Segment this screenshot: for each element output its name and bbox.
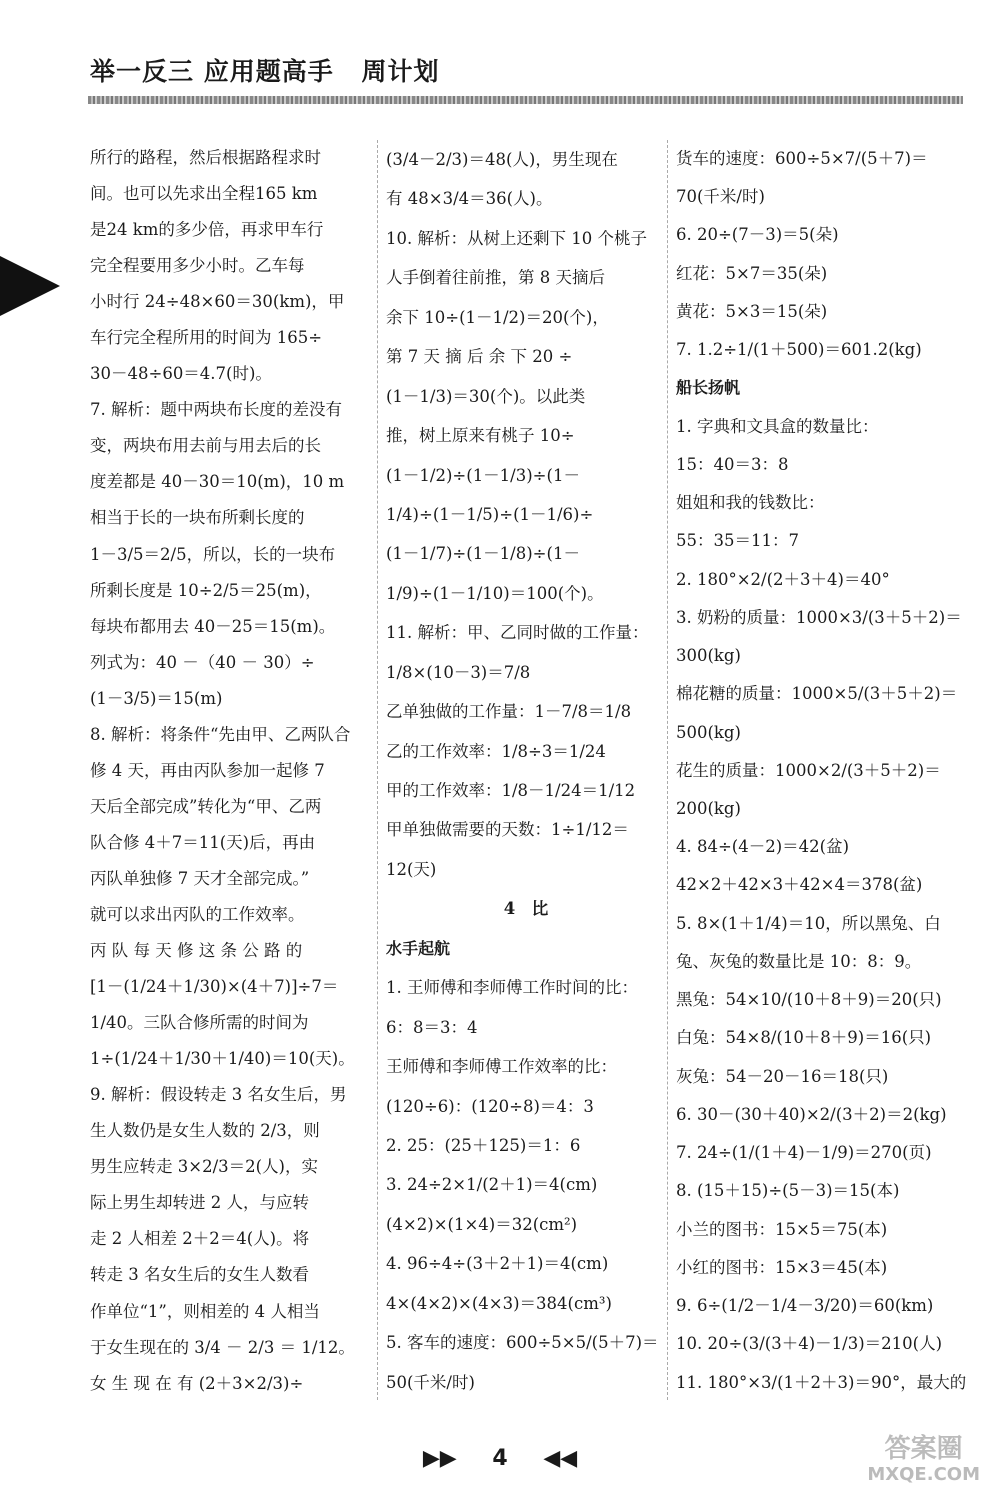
answer-line: 3. 24÷2×1/(2＋1)＝4(cm) (386, 1175, 598, 1195)
watermark-line1: 答案圈 (884, 1434, 963, 1464)
answer-line: 小时行 24÷48×60＝30(km)，甲 (90, 292, 345, 312)
answer-line: 6：8＝3：4 (386, 1017, 478, 1037)
answer-line: 完全程要用多少小时。乙车每 (90, 256, 305, 276)
answer-line: 转走 3 名女生后的女生人数看 (90, 1265, 309, 1285)
answer-line: 甲的工作效率：1/8－1/24＝1/12 (386, 781, 636, 800)
answer-line: 500(kg) (676, 722, 741, 742)
answer-line: 相当于长的一块布所剩长度的 (90, 508, 305, 528)
answer-line: (3/4－2/3)＝48(人)，男生现在 (386, 150, 618, 169)
answer-line: 船长扬帆 (676, 378, 741, 398)
answer-line: 际上男生却转进 2 人，与应转 (90, 1193, 309, 1213)
answer-line: 1/8×(10－3)＝7/8 (386, 662, 531, 682)
watermark-logo (867, 1436, 980, 1488)
answer-line: 2. 25：(25＋125)＝1：6 (386, 1135, 581, 1155)
answer-line: 4. 96÷4÷(3＋2＋1)＝4(cm) (386, 1254, 609, 1274)
answer-line: 天后全部完成”转化为“甲、乙两 (90, 796, 322, 816)
answer-line: 小红的图书：15×3＝45(本) (676, 1257, 888, 1277)
answer-line: 黄花：5×3＝15(朵) (676, 301, 828, 321)
answer-line: 50(千米/时) (386, 1372, 475, 1392)
watermark-line2: MXQE.COM (867, 1464, 980, 1485)
answer-line: 7. 24÷(1/(1＋4)－1/9)＝270(页) (676, 1143, 932, 1163)
answer-line: 10. 20÷(3/(3＋4)－1/3)＝210(人) (676, 1334, 943, 1354)
answer-line: 4×(4×2)×(4×3)＝384(cm³) (386, 1293, 612, 1313)
answer-line: 7. 解析：题中两块布长度的差没有 (90, 400, 342, 420)
answer-line: 11. 解析：甲、乙同时做的工作量： (386, 623, 649, 643)
answer-line: 4 比 (503, 899, 549, 919)
answer-line: 10. 解析：从树上还剩下 10 个桃子 (386, 228, 647, 248)
answer-line: 甲单独做需要的天数：1÷1/12＝ (386, 820, 629, 840)
answer-line: 货车的速度：600÷5×7/(5＋7)＝ (676, 149, 928, 168)
answer-line: 修 4 天，再由丙队参加一起修 7 (90, 760, 325, 780)
answer-line: 乙的工作效率：1/8÷3＝1/24 (386, 741, 606, 761)
answer-line: 7. 1.2÷1/(1＋500)＝601.2(kg) (676, 340, 922, 360)
answer-column-2 (386, 140, 666, 1402)
answer-line: 1－3/5＝2/5，所以，长的一块布 (90, 544, 336, 564)
answer-line: 3. 奶粉的质量：1000×3/(3＋5＋2)＝ (676, 607, 962, 627)
answer-line: 车行完全程所用的时间为 165÷ (90, 328, 323, 348)
answer-line: 花生的质量：1000×2/(3＋5＋2)＝ (676, 760, 941, 780)
forward-arrows-icon: ▶▶ (422, 1446, 457, 1471)
answer-line: 生人数仍是女生人数的 2/3，则 (90, 1121, 320, 1141)
answer-line: 有 48×3/4＝36(人)。 (386, 189, 553, 209)
header-rule (88, 96, 963, 104)
page-footer (0, 1446, 1000, 1471)
answer-line: 就可以求出丙队的工作效率。 (90, 904, 305, 924)
answer-line: (4×2)×(1×4)＝32(cm²) (386, 1214, 578, 1234)
answer-line: (1－1/7)÷(1－1/8)÷(1－ (386, 544, 580, 564)
answer-line: 推，树上原来有桃子 10÷ (386, 426, 575, 446)
back-arrows-icon: ◀◀ (543, 1446, 578, 1471)
header-plan: 周计划 (361, 57, 440, 86)
page-number: 4 (492, 1446, 508, 1471)
answer-line: 队合修 4＋7＝11(天)后，再由 (90, 832, 316, 852)
answer-line: 1/9)÷(1－1/10)＝100(个)。 (386, 583, 604, 603)
answer-column-3 (676, 140, 966, 1402)
column-divider (667, 140, 668, 1400)
answer-line: 作单位“1”，则相差的 4 人相当 (90, 1301, 320, 1321)
answer-line: 白兔：54×8/(10＋8＋9)＝16(只) (676, 1028, 932, 1048)
answer-line: 5. 8×(1＋1/4)＝10，所以黑兔、白 (676, 913, 941, 933)
answer-line: 所行的路程，然后根据路程求时 (90, 148, 321, 167)
header-title: 举一反三 应用题高手 (90, 57, 334, 86)
answer-line: 余下 10÷(1－1/2)＝20(个)， (386, 307, 609, 327)
answer-line: 姐姐和我的钱数比： (676, 493, 825, 513)
answer-line: 42×2＋42×3＋42×4＝378(盆) (676, 875, 923, 895)
answer-line: 所剩长度是 10÷2/5＝25(m)， (90, 580, 322, 600)
answer-line: 人手倒着往前推，第 8 天摘后 (386, 268, 605, 288)
answer-line: 70(千米/时) (676, 187, 765, 207)
answer-line: (1－1/3)＝30(个)。以此类 (386, 386, 586, 406)
answer-line: 9. 6÷(1/2－1/4－3/20)＝60(km) (676, 1296, 934, 1316)
answer-line: 丙 队 每 天 修 这 条 公 路 的 (90, 941, 303, 961)
answer-line: 列式为：40 －（40 － 30）÷ (90, 652, 315, 672)
answer-line: 8. 解析：将条件“先由甲、乙两队合 (90, 724, 351, 744)
margin-triangle-marker (0, 256, 60, 316)
answer-line: 4. 84÷(4－2)＝42(盆) (676, 837, 850, 857)
answer-line: 兔、灰兔的数量比是 10：8：9。 (676, 951, 922, 971)
answer-line: 度差都是 40－30＝10(m)，10 m (90, 472, 345, 492)
answer-line: 水手起航 (386, 938, 451, 958)
answer-line: 棉花糖的质量：1000×5/(3＋5＋2)＝ (676, 684, 958, 704)
answer-line: 300(kg) (676, 646, 741, 666)
answer-line: 黑兔：54×10/(10＋8＋9)＝20(只) (676, 990, 942, 1010)
answer-line: 1. 王师傅和李师傅工作时间的比： (386, 978, 638, 998)
answer-line: 红花：5×7＝35(朵) (676, 263, 828, 283)
answer-line: (1－1/2)÷(1－1/3)÷(1－ (386, 465, 580, 485)
answer-line: 男生应转走 3×2/3＝2(人)，实 (90, 1157, 318, 1177)
answer-line: 是24 km的多少倍，再求甲车行 (90, 220, 324, 240)
answer-line: 15：40＝3：8 (676, 454, 789, 474)
answer-line: 每块布都用去 40－25＝15(m)。 (90, 616, 336, 636)
answer-line: 走 2 人相差 2＋2＝4(人)。将 (90, 1229, 310, 1249)
answer-line: [1－(1/24＋1/30)×(4＋7)]÷7＝ (90, 977, 339, 997)
answer-line: 12(天) (386, 859, 437, 879)
page-header (90, 52, 439, 88)
answer-line: 第 7 天 摘 后 余 下 20 ÷ (386, 347, 573, 367)
answer-line: 变，两块布用去前与用去后的长 (90, 436, 321, 456)
answer-line: 5. 客车的速度：600÷5×5/(5＋7)＝ (386, 1333, 659, 1353)
answer-line: 200(kg) (676, 798, 741, 818)
answer-line: 1/4)÷(1－1/5)÷(1－1/6)÷ (386, 504, 594, 524)
answer-line: 丙队单独修 7 天才全部完成。” (90, 868, 310, 888)
answer-line: 女 生 现 在 有 (2＋3×2/3)÷ (90, 1373, 304, 1393)
answer-line: 30－48÷60＝4.7(时)。 (90, 364, 272, 384)
answer-line: 小兰的图书：15×5＝75(本) (676, 1219, 888, 1239)
answer-line: 1/40。三队合修所需的时间为 (90, 1013, 309, 1033)
answer-line: 1. 字典和文具盒的数量比： (676, 416, 879, 436)
answer-line: 于女生现在的 3/4 － 2/3 ＝ 1/12。 (90, 1337, 355, 1357)
answer-line: 乙单独做的工作量：1－7/8＝1/8 (386, 702, 632, 722)
answer-line: 11. 180°×3/(1＋2＋3)＝90°，最大的 (676, 1372, 967, 1392)
answer-line: 8. (15＋15)÷(5－3)＝15(本) (676, 1181, 900, 1201)
answer-line: 55：35＝11：7 (676, 531, 799, 551)
answer-line: 9. 解析：假设转走 3 名女生后，男 (90, 1085, 347, 1105)
answer-line: 1÷(1/24＋1/30＋1/40)＝10(天)。 (90, 1049, 355, 1069)
answer-line: 灰兔：54－20－16＝18(只) (676, 1066, 889, 1086)
answer-line: 6. 20÷(7－3)＝5(朵) (676, 225, 839, 245)
answer-column-1 (90, 140, 370, 1402)
answer-line: 2. 180°×2/(2＋3＋4)＝40° (676, 569, 890, 589)
column-divider (377, 140, 378, 1400)
answer-line: (120÷6)：(120÷8)＝4：3 (386, 1096, 594, 1116)
answer-line: (1－3/5)＝15(m) (90, 688, 223, 708)
answer-line: 6. 30－(30＋40)×2/(3＋2)＝2(kg) (676, 1104, 947, 1124)
answer-line: 王师傅和李师傅工作效率的比： (386, 1057, 617, 1077)
answer-line: 间。也可以先求出全程165 km (90, 184, 318, 204)
